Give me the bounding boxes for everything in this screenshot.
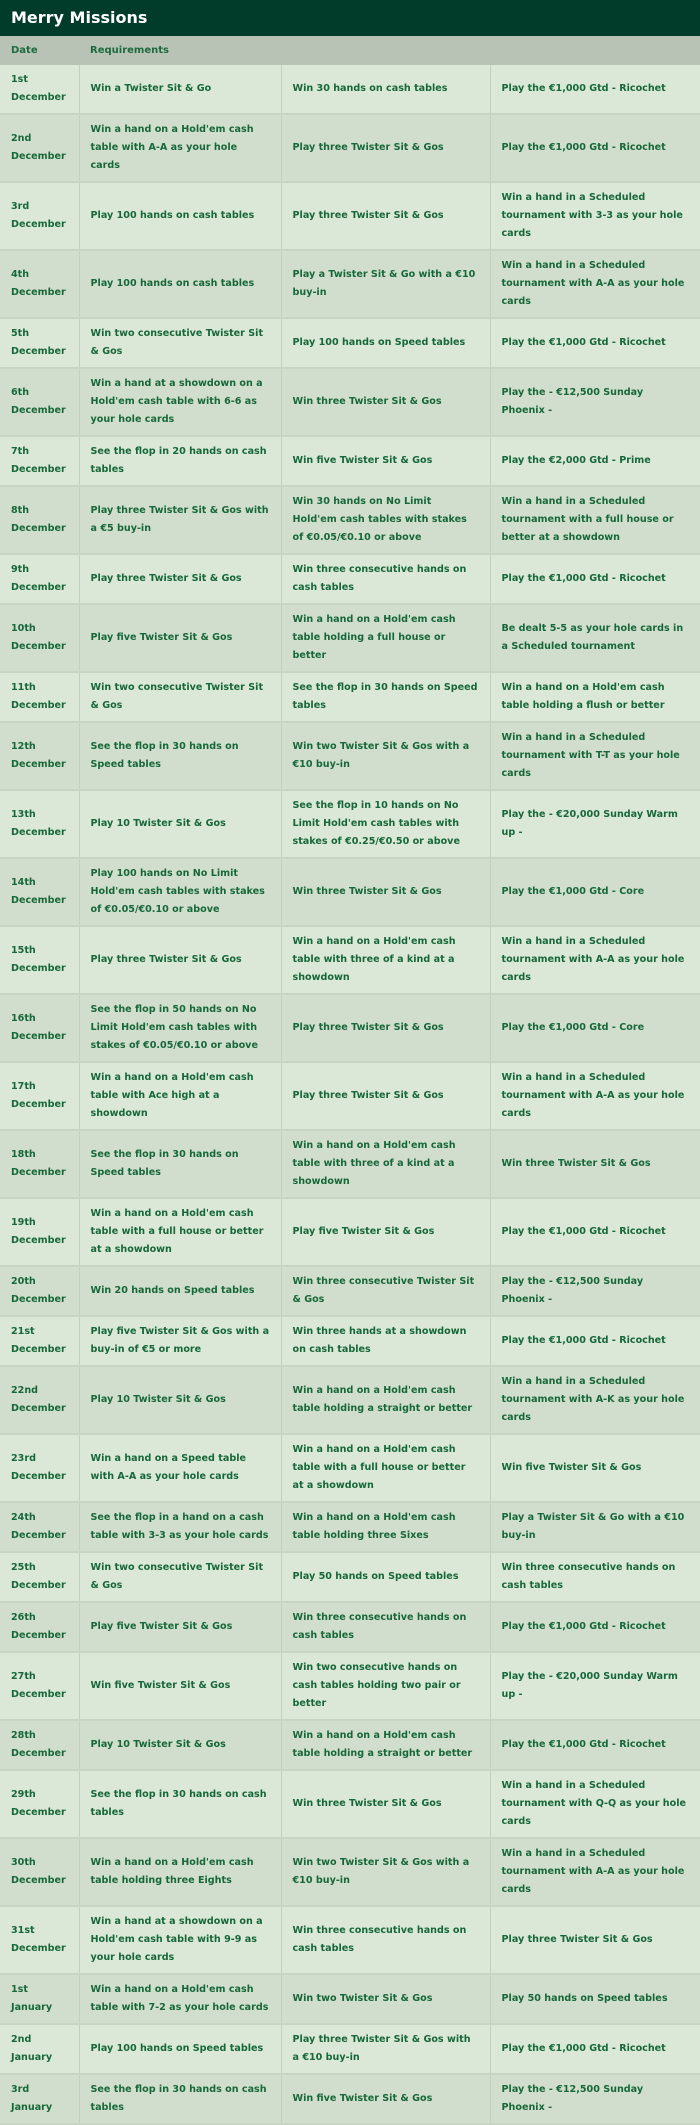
mission-2-cell: Play three Twister Sit & Gos bbox=[281, 114, 490, 182]
mission-3-cell: Play the €1,000 Gtd - Core bbox=[490, 994, 700, 1062]
table-row bbox=[0, 1366, 700, 1434]
mission-2-cell: Win three Twister Sit & Gos bbox=[281, 858, 490, 926]
mission-2-cell: Play 100 hands on Speed tables bbox=[281, 318, 490, 368]
date-cell bbox=[0, 1906, 79, 1974]
mission-3-cell: Win a hand in a Scheduled tournament with a full house or better at a showdown bbox=[490, 486, 700, 554]
table-row bbox=[0, 2024, 700, 2074]
date-month: December bbox=[11, 1530, 66, 1541]
mission-3-cell: Win a hand in a Scheduled tournament with T-T as your hole cards bbox=[490, 722, 700, 790]
date-day: 7th bbox=[11, 446, 30, 457]
date-day: 30th bbox=[11, 1857, 36, 1868]
mission-2-cell: Play three Twister Sit & Gos bbox=[281, 182, 490, 250]
mission-1-cell: Play five Twister Sit & Gos bbox=[79, 1602, 281, 1652]
mission-1-cell: Play 10 Twister Sit & Gos bbox=[79, 1366, 281, 1434]
mission-2-cell: Win a hand on a Hold'em cash table with three of a kind at a showdown bbox=[281, 926, 490, 994]
mission-3-cell: Be dealt 5-5 as your hole cards in a Scheduled tournament bbox=[490, 604, 700, 672]
mission-3-cell: Play the - €12,500 Sunday Phoenix - bbox=[490, 2074, 700, 2124]
mission-2-cell: Win a hand on a Hold'em cash table holding a full house or better bbox=[281, 604, 490, 672]
table-row bbox=[0, 926, 700, 994]
mission-1-cell: Win a Twister Sit & Go bbox=[79, 65, 281, 114]
date-day: 18th bbox=[11, 1149, 36, 1160]
mission-3-cell: Play the €1,000 Gtd - Ricochet bbox=[490, 1198, 700, 1266]
table-row bbox=[0, 318, 700, 368]
mission-2-cell: See the flop in 30 hands on Speed tables bbox=[281, 672, 490, 722]
date-month: December bbox=[11, 1167, 66, 1178]
date-month: December bbox=[11, 582, 66, 593]
date-month: December bbox=[11, 700, 66, 711]
mission-3-cell: Play the €1,000 Gtd - Ricochet bbox=[490, 1720, 700, 1770]
requirements-column-header: Requirements bbox=[79, 36, 700, 65]
mission-1-cell: See the flop in 30 hands on Speed tables bbox=[79, 1130, 281, 1198]
date-day: 25th bbox=[11, 1562, 36, 1573]
missions-table-body bbox=[0, 65, 700, 2124]
table-row bbox=[0, 1062, 700, 1130]
table-row bbox=[0, 790, 700, 858]
date-day: 31st bbox=[11, 1925, 35, 1936]
table-row bbox=[0, 1602, 700, 1652]
mission-1-cell: Win a hand on a Speed table with A-A as your hole cards bbox=[79, 1434, 281, 1502]
mission-3-cell: Win a hand in a Scheduled tournament with 3-3 as your hole cards bbox=[490, 182, 700, 250]
mission-3-cell: Win five Twister Sit & Gos bbox=[490, 1434, 700, 1502]
mission-2-cell: Win three hands at a showdown on cash tables bbox=[281, 1316, 490, 1366]
date-day: 2nd bbox=[11, 133, 32, 144]
date-cell bbox=[0, 368, 79, 436]
date-cell bbox=[0, 1502, 79, 1552]
date-day: 3rd bbox=[11, 2084, 30, 2095]
mission-1-cell: See the flop in 20 hands on cash tables bbox=[79, 436, 281, 486]
table-row bbox=[0, 1130, 700, 1198]
date-month: December bbox=[11, 1748, 66, 1759]
date-month: December bbox=[11, 1689, 66, 1700]
table-row bbox=[0, 486, 700, 554]
mission-2-cell: Win three consecutive hands on cash tables bbox=[281, 1906, 490, 1974]
mission-3-cell: Play the - €20,000 Sunday Warm up - bbox=[490, 1652, 700, 1720]
date-cell bbox=[0, 436, 79, 486]
table-row bbox=[0, 994, 700, 1062]
date-day: 3rd bbox=[11, 201, 30, 212]
mission-2-cell: Win 30 hands on No Limit Hold'em cash tables with stakes of €0.05/€0.10 or above bbox=[281, 486, 490, 554]
mission-1-cell: Play three Twister Sit & Gos with a €5 buy-in bbox=[79, 486, 281, 554]
date-month: December bbox=[11, 1294, 66, 1305]
date-cell bbox=[0, 1266, 79, 1316]
mission-1-cell: Win a hand on a Hold'em cash table with Ace high at a showdown bbox=[79, 1062, 281, 1130]
missions-table bbox=[0, 36, 700, 2125]
date-day: 14th bbox=[11, 877, 36, 888]
mission-3-cell: Play the - €20,000 Sunday Warm up - bbox=[490, 790, 700, 858]
mission-3-cell: Play the €1,000 Gtd - Ricochet bbox=[490, 65, 700, 114]
mission-1-cell: Win a hand at a showdown on a Hold'em cash table with 6-6 as your hole cards bbox=[79, 368, 281, 436]
mission-1-cell: Win two consecutive Twister Sit & Gos bbox=[79, 318, 281, 368]
mission-1-cell: Play 100 hands on Speed tables bbox=[79, 2024, 281, 2074]
date-day: 8th bbox=[11, 505, 30, 516]
table-row bbox=[0, 1434, 700, 1502]
date-cell bbox=[0, 182, 79, 250]
date-day: 24th bbox=[11, 1512, 36, 1523]
date-day: 6th bbox=[11, 387, 30, 398]
date-cell bbox=[0, 994, 79, 1062]
mission-2-cell: Win two Twister Sit & Gos with a €10 buy-in bbox=[281, 1838, 490, 1906]
mission-1-cell: Win a hand on a Hold'em cash table holding three Eights bbox=[79, 1838, 281, 1906]
date-month: January bbox=[11, 2102, 53, 2113]
mission-3-cell: Win a hand in a Scheduled tournament with A-A as your hole cards bbox=[490, 1838, 700, 1906]
mission-2-cell: Win three Twister Sit & Gos bbox=[281, 368, 490, 436]
date-cell bbox=[0, 790, 79, 858]
date-cell bbox=[0, 1602, 79, 1652]
mission-2-cell: Win two Twister Sit & Gos bbox=[281, 1974, 490, 2024]
date-day: 1st bbox=[11, 74, 28, 85]
mission-2-cell: Play 50 hands on Speed tables bbox=[281, 1552, 490, 1602]
date-cell bbox=[0, 114, 79, 182]
date-cell bbox=[0, 926, 79, 994]
mission-1-cell: See the flop in 30 hands on cash tables bbox=[79, 2074, 281, 2124]
mission-2-cell: Play five Twister Sit & Gos bbox=[281, 1198, 490, 1266]
date-month: December bbox=[11, 1630, 66, 1641]
table-row bbox=[0, 1552, 700, 1602]
table-row bbox=[0, 1770, 700, 1838]
table-row bbox=[0, 1906, 700, 1974]
date-day: 2nd bbox=[11, 2034, 32, 2045]
date-cell bbox=[0, 1130, 79, 1198]
date-month: December bbox=[11, 151, 66, 162]
date-month: December bbox=[11, 464, 66, 475]
mission-2-cell: Play three Twister Sit & Gos bbox=[281, 994, 490, 1062]
mission-2-cell: Play three Twister Sit & Gos bbox=[281, 1062, 490, 1130]
date-cell bbox=[0, 1974, 79, 2024]
mission-2-cell: Win three consecutive hands on cash tables bbox=[281, 1602, 490, 1652]
date-month: December bbox=[11, 1344, 66, 1355]
mission-3-cell: Win a hand in a Scheduled tournament with Q-Q as your hole cards bbox=[490, 1770, 700, 1838]
date-month: December bbox=[11, 405, 66, 416]
date-day: 29th bbox=[11, 1789, 36, 1800]
mission-3-cell: Win three consecutive hands on cash tables bbox=[490, 1552, 700, 1602]
mission-1-cell: Win 20 hands on Speed tables bbox=[79, 1266, 281, 1316]
date-day: 16th bbox=[11, 1013, 36, 1024]
mission-1-cell: Win two consecutive Twister Sit & Gos bbox=[79, 1552, 281, 1602]
date-day: 27th bbox=[11, 1671, 36, 1682]
table-row bbox=[0, 554, 700, 604]
date-day: 19th bbox=[11, 1217, 36, 1228]
date-month: December bbox=[11, 1580, 66, 1591]
date-cell bbox=[0, 1366, 79, 1434]
table-row bbox=[0, 672, 700, 722]
mission-1-cell: Play 100 hands on cash tables bbox=[79, 182, 281, 250]
date-month: January bbox=[11, 2002, 53, 2013]
date-month: December bbox=[11, 219, 66, 230]
date-month: December bbox=[11, 523, 66, 534]
date-day: 9th bbox=[11, 564, 30, 575]
mission-3-cell: Win a hand in a Scheduled tournament with A-A as your hole cards bbox=[490, 1062, 700, 1130]
mission-3-cell: Play the €1,000 Gtd - Ricochet bbox=[490, 1602, 700, 1652]
mission-3-cell: Play the €1,000 Gtd - Ricochet bbox=[490, 318, 700, 368]
table-row bbox=[0, 1502, 700, 1552]
date-cell bbox=[0, 1720, 79, 1770]
table-row bbox=[0, 1266, 700, 1316]
date-month: December bbox=[11, 346, 66, 357]
table-row bbox=[0, 182, 700, 250]
mission-1-cell: See the flop in 30 hands on cash tables bbox=[79, 1770, 281, 1838]
mission-3-cell: Win a hand in a Scheduled tournament with A-A as your hole cards bbox=[490, 250, 700, 318]
date-cell bbox=[0, 858, 79, 926]
date-cell bbox=[0, 722, 79, 790]
date-cell bbox=[0, 486, 79, 554]
date-cell bbox=[0, 1652, 79, 1720]
date-cell bbox=[0, 65, 79, 114]
date-month: December bbox=[11, 92, 66, 103]
date-cell bbox=[0, 1770, 79, 1838]
mission-3-cell: Play the €2,000 Gtd - Prime bbox=[490, 436, 700, 486]
mission-3-cell: Play the €1,000 Gtd - Core bbox=[490, 858, 700, 926]
table-row bbox=[0, 604, 700, 672]
date-month: December bbox=[11, 1403, 66, 1414]
date-day: 20th bbox=[11, 1276, 36, 1287]
page-title: Merry Missions bbox=[0, 0, 700, 36]
table-row bbox=[0, 1838, 700, 1906]
mission-1-cell: Win a hand on a Hold'em cash table with A-A as your hole cards bbox=[79, 114, 281, 182]
date-cell bbox=[0, 1434, 79, 1502]
mission-1-cell: See the flop in 50 hands on No Limit Hold'em cash tables with stakes of €0.05/€0.10 or above bbox=[79, 994, 281, 1062]
date-column-header: Date bbox=[0, 36, 79, 65]
date-cell bbox=[0, 1552, 79, 1602]
mission-2-cell: Win a hand on a Hold'em cash table with three of a kind at a showdown bbox=[281, 1130, 490, 1198]
table-row bbox=[0, 2074, 700, 2124]
mission-3-cell: Play a Twister Sit & Go with a €10 buy-in bbox=[490, 1502, 700, 1552]
mission-1-cell: See the flop in 30 hands on Speed tables bbox=[79, 722, 281, 790]
table-row bbox=[0, 1974, 700, 2024]
mission-3-cell: Win a hand in a Scheduled tournament with A-A as your hole cards bbox=[490, 926, 700, 994]
mission-1-cell: Play five Twister Sit & Gos with a buy-in of €5 or more bbox=[79, 1316, 281, 1366]
mission-1-cell: Win a hand at a showdown on a Hold'em cash table with 9-9 as your hole cards bbox=[79, 1906, 281, 1974]
table-row bbox=[0, 722, 700, 790]
mission-1-cell: See the flop in a hand on a cash table with 3-3 as your hole cards bbox=[79, 1502, 281, 1552]
date-day: 4th bbox=[11, 269, 30, 280]
table-row bbox=[0, 1198, 700, 1266]
mission-3-cell: Play the €1,000 Gtd - Ricochet bbox=[490, 554, 700, 604]
date-cell bbox=[0, 554, 79, 604]
mission-2-cell: Win a hand on a Hold'em cash table holding a straight or better bbox=[281, 1366, 490, 1434]
mission-1-cell: Win five Twister Sit & Gos bbox=[79, 1652, 281, 1720]
table-row bbox=[0, 1652, 700, 1720]
mission-2-cell: Win two Twister Sit & Gos with a €10 buy-in bbox=[281, 722, 490, 790]
mission-2-cell: Win a hand on a Hold'em cash table holding a straight or better bbox=[281, 1720, 490, 1770]
date-day: 11th bbox=[11, 682, 36, 693]
table-row bbox=[0, 250, 700, 318]
table-row bbox=[0, 1720, 700, 1770]
mission-2-cell: Win two consecutive hands on cash tables holding two pair or better bbox=[281, 1652, 490, 1720]
mission-2-cell: Play a Twister Sit & Go with a €10 buy-in bbox=[281, 250, 490, 318]
table-row bbox=[0, 114, 700, 182]
mission-2-cell: Win five Twister Sit & Gos bbox=[281, 2074, 490, 2124]
table-row bbox=[0, 858, 700, 926]
date-month: December bbox=[11, 1807, 66, 1818]
mission-1-cell: Play three Twister Sit & Gos bbox=[79, 554, 281, 604]
date-cell bbox=[0, 672, 79, 722]
date-day: 23rd bbox=[11, 1453, 36, 1464]
date-cell bbox=[0, 604, 79, 672]
mission-3-cell: Play the - €12,500 Sunday Phoenix - bbox=[490, 1266, 700, 1316]
date-day: 10th bbox=[11, 623, 36, 634]
date-day: 21st bbox=[11, 1326, 35, 1337]
date-month: December bbox=[11, 759, 66, 770]
date-cell bbox=[0, 2074, 79, 2124]
date-month: December bbox=[11, 287, 66, 298]
mission-3-cell: Play the €1,000 Gtd - Ricochet bbox=[490, 2024, 700, 2074]
mission-1-cell: Play five Twister Sit & Gos bbox=[79, 604, 281, 672]
mission-3-cell: Play the €1,000 Gtd - Ricochet bbox=[490, 114, 700, 182]
mission-1-cell: Play 100 hands on cash tables bbox=[79, 250, 281, 318]
mission-3-cell: Win a hand on a Hold'em cash table holding a flush or better bbox=[490, 672, 700, 722]
date-month: December bbox=[11, 895, 66, 906]
mission-2-cell: Win three Twister Sit & Gos bbox=[281, 1770, 490, 1838]
date-month: December bbox=[11, 641, 66, 652]
date-day: 15th bbox=[11, 945, 36, 956]
date-cell bbox=[0, 2024, 79, 2074]
date-day: 12th bbox=[11, 741, 36, 752]
date-cell bbox=[0, 250, 79, 318]
mission-1-cell: Win a hand on a Hold'em cash table with 7-2 as your hole cards bbox=[79, 1974, 281, 2024]
date-month: December bbox=[11, 1471, 66, 1482]
date-day: 5th bbox=[11, 328, 30, 339]
date-month: January bbox=[11, 2052, 53, 2063]
date-month: December bbox=[11, 1031, 66, 1042]
mission-3-cell: Play three Twister Sit & Gos bbox=[490, 1906, 700, 1974]
mission-1-cell: Win a hand on a Hold'em cash table with a full house or better at a showdown bbox=[79, 1198, 281, 1266]
table-row bbox=[0, 65, 700, 114]
mission-2-cell: Win a hand on a Hold'em cash table with a full house or better at a showdown bbox=[281, 1434, 490, 1502]
mission-1-cell: Play three Twister Sit & Gos bbox=[79, 926, 281, 994]
mission-1-cell: Win two consecutive Twister Sit & Gos bbox=[79, 672, 281, 722]
date-cell bbox=[0, 1198, 79, 1266]
table-row bbox=[0, 368, 700, 436]
date-day: 13th bbox=[11, 809, 36, 820]
mission-3-cell: Win a hand in a Scheduled tournament with A-K as your hole cards bbox=[490, 1366, 700, 1434]
date-cell bbox=[0, 1838, 79, 1906]
date-day: 22nd bbox=[11, 1385, 39, 1396]
mission-1-cell: Play 100 hands on No Limit Hold'em cash tables with stakes of €0.05/€0.10 or above bbox=[79, 858, 281, 926]
mission-2-cell: Win five Twister Sit & Gos bbox=[281, 436, 490, 486]
date-day: 1st bbox=[11, 1984, 28, 1995]
mission-3-cell: Play the - €12,500 Sunday Phoenix - bbox=[490, 368, 700, 436]
mission-3-cell: Play the €1,000 Gtd - Ricochet bbox=[490, 1316, 700, 1366]
date-cell bbox=[0, 1316, 79, 1366]
mission-2-cell: Win 30 hands on cash tables bbox=[281, 65, 490, 114]
mission-3-cell: Win three Twister Sit & Gos bbox=[490, 1130, 700, 1198]
mission-2-cell: Win a hand on a Hold'em cash table holding three Sixes bbox=[281, 1502, 490, 1552]
mission-2-cell: Play three Twister Sit & Gos with a €10 buy-in bbox=[281, 2024, 490, 2074]
date-day: 28th bbox=[11, 1730, 36, 1741]
date-month: December bbox=[11, 963, 66, 974]
mission-2-cell: See the flop in 10 hands on No Limit Hold'em cash tables with stakes of €0.25/€0.50 or above bbox=[281, 790, 490, 858]
date-cell bbox=[0, 318, 79, 368]
table-row bbox=[0, 1316, 700, 1366]
date-month: December bbox=[11, 1943, 66, 1954]
date-month: December bbox=[11, 827, 66, 838]
mission-3-cell: Play 50 hands on Speed tables bbox=[490, 1974, 700, 2024]
table-row bbox=[0, 436, 700, 486]
date-day: 17th bbox=[11, 1081, 36, 1092]
date-cell bbox=[0, 1062, 79, 1130]
date-day: 26th bbox=[11, 1612, 36, 1623]
mission-1-cell: Play 10 Twister Sit & Gos bbox=[79, 790, 281, 858]
mission-2-cell: Win three consecutive hands on cash tables bbox=[281, 554, 490, 604]
date-month: December bbox=[11, 1875, 66, 1886]
date-month: December bbox=[11, 1099, 66, 1110]
mission-1-cell: Play 10 Twister Sit & Gos bbox=[79, 1720, 281, 1770]
mission-2-cell: Win three consecutive Twister Sit & Gos bbox=[281, 1266, 490, 1316]
date-month: December bbox=[11, 1235, 66, 1246]
table-header-row bbox=[0, 36, 700, 65]
